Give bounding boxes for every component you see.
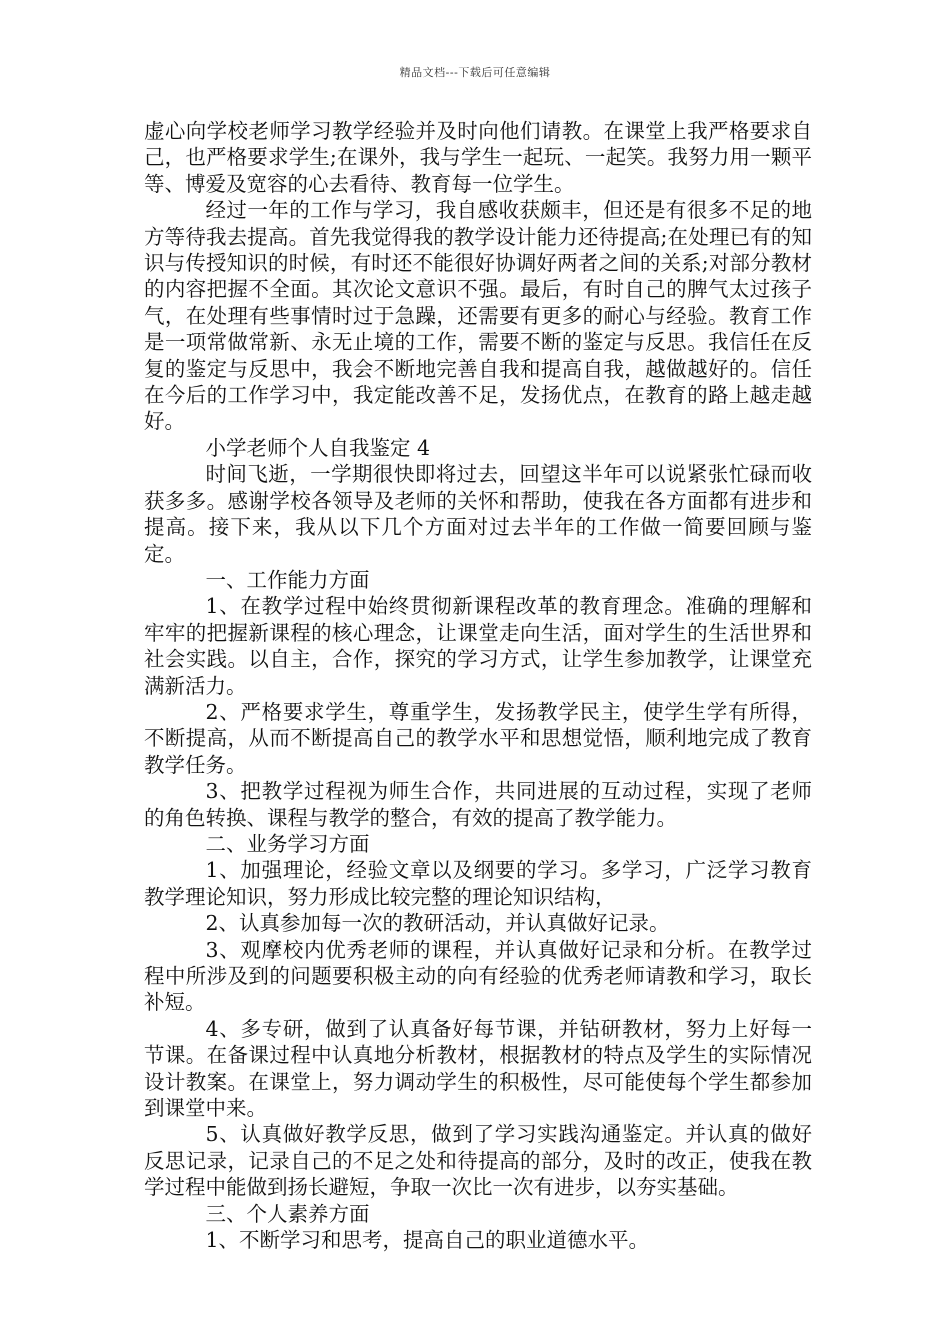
list-item-work-1: 1、在教学过程中始终贯彻新课程改革的教育理念。准确的理解和牢牢的把握新课程的核心理念，让课堂走向生活，面对学生的生活世界和社会实践。以自主，合作，探究的学习方式，让学生参加教学，让课堂充满新活力。 [144, 594, 812, 698]
list-item-study-5: 5、认真做好教学反思，做到了学习实践沟通鉴定。并认真的做好反思记录，记录自己的不足之处和待提高的部分，及时的改正，使我在教学过程中能做到扬长避短，争取一次比一次有进步，以夯实基础。 [144, 1122, 812, 1200]
list-item-study-3: 3、观摩校内优秀老师的课程，并认真做好记录和分析。在教学过程中所涉及到的问题要积极主动的向有经验的优秀老师请教和学习，取长补短。 [144, 937, 812, 1015]
list-item-study-4: 4、多专研，做到了认真备好每节课，并钻研教材，努力上好每一节课。在备课过程中认真地分析教材，根据教材的特点及学生的实际情况设计教案。在课堂上，努力调动学生的积极性，尽可能使每个学生都参加到课堂中来。 [144, 1016, 812, 1121]
paragraph-intro-continuation: 虚心向学校老师学习教学经验并及时向他们请教。在课堂上我严格要求自己，也严格要求学生;在课外，我与学生一起玩、一起笑。我努力用一颗平等、博爱及宽容的心去看待、教育每一位学生。 [144, 119, 812, 196]
list-item-quality-1: 1、不断学习和思考，提高自己的职业道德水平。 [205, 1228, 650, 1253]
paragraph-opening: 时间飞逝，一学期很快即将过去，回望这半年可以说紧张忙碌而收获多多。感谢学校各领导及老师的关怀和帮助，使我在各方面都有进步和提高。接下来，我从以下几个方面对过去半年的工作做一简要回顾与鉴定。 [144, 462, 812, 566]
list-item-study-1: 1、加强理论，经验文章以及纲要的学习。多学习，广泛学习教育教学理论知识，努力形成比较完整的理论知识结构， [144, 858, 812, 909]
heading-work-ability: 一、工作能力方面 [205, 567, 370, 592]
section-title: 小学老师个人自我鉴定 4 [205, 435, 431, 460]
document-body [144, 118, 812, 1253]
list-item-work-2: 2、严格要求学生，尊重学生，发扬教学民主，使学生学有所得，不断提高，从而不断提高自己的教学水平和思想觉悟，顺利地完成了教育教学任务。 [144, 699, 812, 777]
list-item-study-2: 2、认真参加每一次的教研活动，并认真做好记录。 [205, 911, 670, 936]
heading-professional-study: 二、业务学习方面 [205, 831, 370, 856]
page-header: 精品文档---下载后可任意编辑 [399, 66, 551, 79]
list-item-work-3: 3、把教学过程视为师生合作，共同进展的互动过程，实现了老师的角色转换、课程与教学的整合，有效的提高了教学能力。 [144, 779, 812, 830]
heading-personal-quality: 三、个人素养方面 [205, 1201, 370, 1226]
paragraph-self-reflection: 经过一年的工作与学习，我自感收获颇丰，但还是有很多不足的地方等待我去提高。首先我觉得我的教学设计能力还待提高;在处理已有的知识与传授知识的时候，有时还不能很好协调好两者之间的关系;对部分教材的内容把握不全面。其次论文意识不强。最后，有时自己的脾气太过孩子气，在处理有些事情时过于急躁，还需要有更多的耐心与经验。教育工作是一项常做常新、永无止境的工作，需要不断的鉴定与反思。我信任在反复的鉴定与反思中，我会不断地完善自我和提高自我，越做越好的。信任在今后的工作学习中，我定能改善不足，发扬优点，在教育的路上越走越好。 [144, 198, 812, 434]
